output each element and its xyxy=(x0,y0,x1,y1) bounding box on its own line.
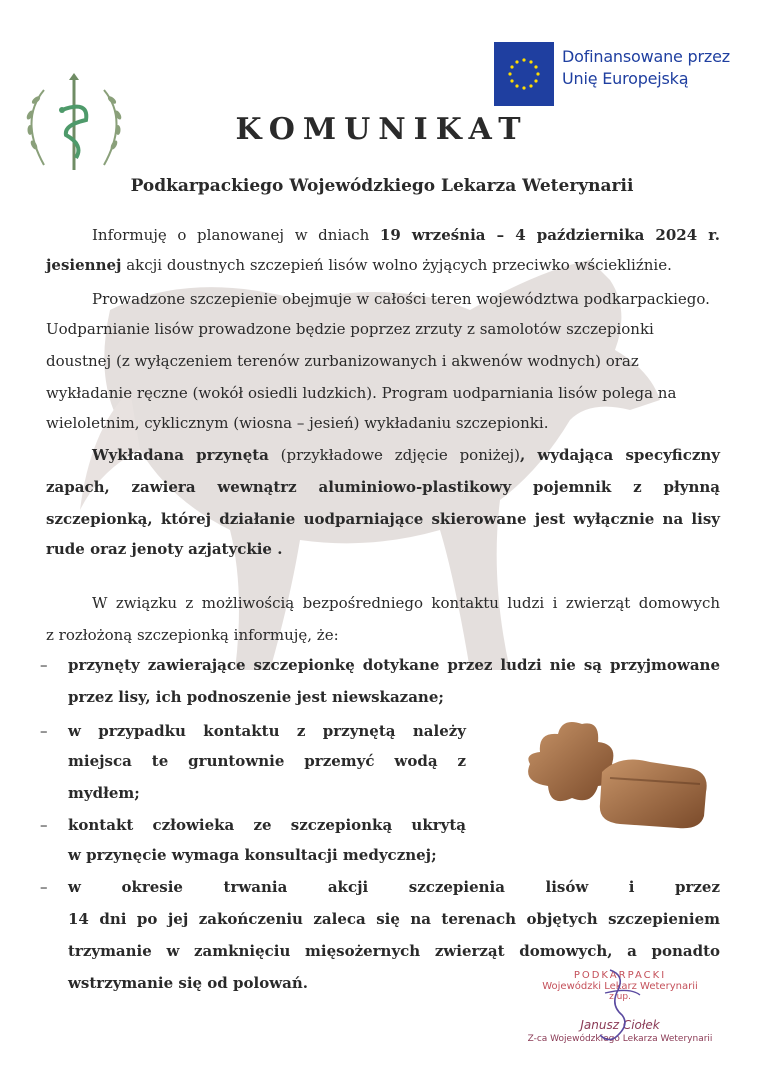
text-span: (przykładowe zdjęcie poniżej) xyxy=(268,446,520,464)
bullet-dash: – xyxy=(40,878,48,896)
paragraph-line: doustnej (z wyłączeniem terenów zurbanizowanych i akwenów wodnych) oraz xyxy=(46,352,639,370)
text-span: Informuję o planowanej w dniach xyxy=(92,226,380,244)
stamp-line: z up. xyxy=(609,992,631,1002)
bullet-line: w okresie trwania akcji szczepienia lisów i przez xyxy=(68,878,720,896)
paragraph-line: W związku z możliwością bezpośredniego kontaktu ludzi i zwierząt domowych xyxy=(92,594,720,612)
bullet-dash: – xyxy=(40,816,48,834)
bullet-line: miejsca te gruntownie przemyć wodą z xyxy=(68,752,466,770)
paragraph-line: z rozłożoną szczepionką informuję, że: xyxy=(46,626,339,644)
fox-watermark xyxy=(70,250,690,680)
paragraph-line: rude oraz jenoty azjatyckie . xyxy=(46,540,283,558)
paragraph-line xyxy=(92,446,720,464)
eu-label-line2: Unię Europejską xyxy=(562,69,689,88)
bullet-dash: – xyxy=(40,656,48,674)
date-range: 19 września – 4 października 2024 r. xyxy=(379,226,720,244)
bullet-line: przynęty zawierające szczepionkę dotykane przez ludzi nie są przyjmowane xyxy=(68,656,720,674)
signatory-title: Z-ca Wojewódzkiego Lekarza Weterynarii xyxy=(527,1034,713,1044)
signatory-name: Janusz Ciołek xyxy=(580,1018,660,1032)
paragraph-line: wykładanie ręczne (wokół osiedli ludzkich). Program uodparniania lisów polega na xyxy=(46,384,677,402)
season-label: jesiennej xyxy=(46,256,122,274)
stamp-line: Wojewódzki Lekarz Weterynarii xyxy=(542,981,698,992)
bullet-line: mydłem; xyxy=(68,784,140,802)
bullet-line: trzymanie w zamknięciu mięsożernych zwierząt domowych, a ponadto xyxy=(68,942,720,960)
page-subtitle: Podkarpackiego Wojewódzkiego Lekarza Weterynarii xyxy=(130,176,634,196)
stamp-line: PODKARPACKI xyxy=(573,970,667,981)
paragraph-line: wieloletnim, cyklicznym (wiosna – jesień) wykładaniu szczepionki. xyxy=(46,414,549,432)
eu-flag-icon xyxy=(494,42,554,106)
bullet-line: kontakt człowieka ze szczepionką ukrytą xyxy=(68,816,466,834)
eu-cofinancing-label xyxy=(562,46,752,90)
eu-label-line1: Dofinansowane przez xyxy=(562,47,730,66)
text-span: , wydająca specyficzny xyxy=(519,446,720,464)
paragraph-line: zapach, zawiera wewnątrz aluminiowo-plastikowy pojemnik z płynną xyxy=(46,478,720,496)
paragraph-line xyxy=(46,256,672,274)
bullet-line: wstrzymanie się od polowań. xyxy=(68,974,308,992)
text-span: akcji doustnych szczepień lisów wolno żyjących przeciwko wściekliźnie. xyxy=(121,256,672,274)
bullet-line: w przypadku kontaktu z przynętą należy xyxy=(68,722,466,740)
bullet-dash: – xyxy=(40,722,48,740)
bullet-line: przez lisy, ich podnoszenie jest niewskazane; xyxy=(68,688,444,706)
bullet-line: 14 dni po jej zakończeniu zaleca się na terenach objętych szczepieniem xyxy=(68,910,720,928)
paragraph-line: Uodparnianie lisów prowadzone będzie poprzez zrzuty z samolotów szczepionki xyxy=(46,320,654,338)
text-span: Wykładana przynęta xyxy=(92,446,269,464)
signature xyxy=(580,965,660,1045)
paragraph-line: szczepionką, której działanie uodparniające skierowane jest wyłącznie na lisy xyxy=(46,510,720,528)
paragraph-line: Prowadzone szczepienie obejmuje w całości teren województwa podkarpackiego. xyxy=(92,290,710,308)
bait-photo xyxy=(510,712,722,834)
bullet-line: w przynęcie wymaga konsultacji medycznej; xyxy=(68,846,437,864)
page-title: KOMUNIKAT xyxy=(235,112,529,147)
paragraph-line xyxy=(92,226,720,244)
